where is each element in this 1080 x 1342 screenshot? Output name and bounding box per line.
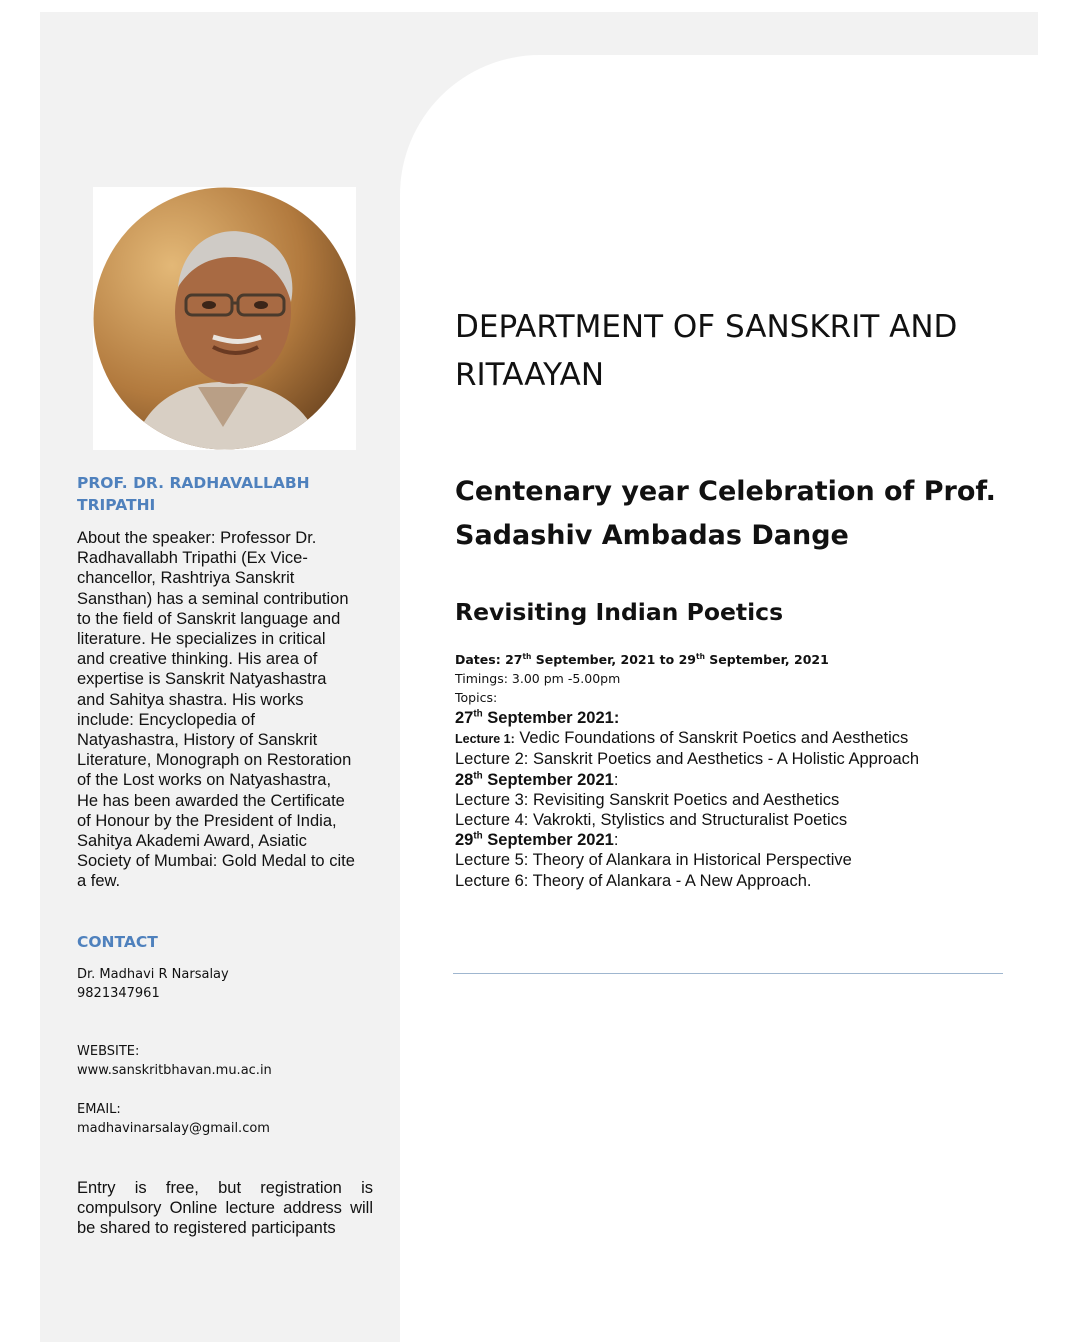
about-line: expertise is Sanskrit Natyashastra bbox=[77, 670, 327, 689]
schedule-day-heading: 29th September 2021: bbox=[455, 830, 619, 850]
about-line: About the speaker: Professor Dr. bbox=[77, 529, 317, 547]
website-block bbox=[77, 1042, 272, 1080]
lecture-item: Lecture 2: Sanskrit Poetics and Aesthetics - A Holistic Approach bbox=[455, 750, 920, 769]
about-line: chancellor, Rashtriya Sanskrit bbox=[77, 569, 295, 588]
speaker-name-line: PROF. DR. RADHAVALLABH bbox=[77, 474, 310, 492]
lecture-item bbox=[455, 728, 1055, 749]
department-title bbox=[455, 303, 1035, 399]
ordinal-suffix: th bbox=[473, 830, 483, 842]
event-subtitle: Revisiting Indian Poetics bbox=[455, 598, 784, 626]
speaker-portrait bbox=[93, 187, 356, 450]
about-line: Radhavallabh Tripathi (Ex Vice- bbox=[77, 549, 308, 568]
day-rest: September 2021 bbox=[482, 831, 614, 850]
about-line: of Honour by the President of India, bbox=[77, 811, 337, 830]
about-line: Sahitya Akademi Award, Asiatic bbox=[77, 832, 307, 851]
contact-heading: CONTACT bbox=[77, 933, 158, 951]
portrait-image bbox=[93, 187, 356, 450]
lecture-item: Lecture 6: Theory of Alankara - A New Approach. bbox=[455, 871, 812, 890]
contact-phone[interactable]: 9821347961 bbox=[77, 986, 160, 1001]
ordinal-suffix: th bbox=[473, 708, 483, 720]
lecture-title: Vedic Foundations of Sanskrit Poetics and Aesthetics bbox=[514, 729, 909, 748]
lecture-item: Lecture 4: Vakrokti, Stylistics and Structuralist Poetics bbox=[455, 811, 848, 830]
about-line: a few. bbox=[77, 872, 121, 891]
lecture-item: Lecture 5: Theory of Alankara in Historical Perspective bbox=[455, 851, 852, 870]
event-dates bbox=[455, 650, 1035, 669]
website-link[interactable]: www.sanskritbhavan.mu.ac.in bbox=[77, 1063, 272, 1078]
schedule-day-heading bbox=[455, 708, 1055, 728]
dates-start-rest: September, 2021 to bbox=[531, 652, 679, 667]
about-line: and Sahitya shastra. His works bbox=[77, 690, 304, 709]
lecture-tag: Lecture 1: bbox=[455, 732, 515, 747]
day-rest: September 2021: bbox=[482, 709, 620, 727]
event-title bbox=[455, 470, 1035, 558]
about-line: Sansthan) has a seminal contribution bbox=[77, 589, 349, 608]
dates-end-rest: September, 2021 bbox=[704, 652, 829, 667]
event-dates-block bbox=[455, 650, 1035, 707]
lecture-schedule bbox=[455, 708, 1055, 891]
ordinal-suffix: th bbox=[522, 651, 532, 661]
website-label: WEBSITE: bbox=[77, 1044, 140, 1059]
dates-label: Dates: bbox=[455, 652, 501, 667]
about-line: of the Lost works on Natyashastra, bbox=[77, 771, 332, 790]
dates-start-day: 27 bbox=[505, 652, 523, 667]
about-line: Society of Mumbai: Gold Medal to cite bbox=[77, 852, 355, 871]
topics-label: Topics: bbox=[455, 690, 498, 705]
event-timings: Timings: 3.00 pm -5.00pm bbox=[455, 671, 621, 686]
contact-details bbox=[77, 965, 229, 1003]
event-title-line: Sadashiv Ambadas Dange bbox=[455, 520, 849, 551]
about-line: and creative thinking. His area of bbox=[77, 650, 318, 669]
department-title-line: RITAAYAN bbox=[455, 357, 605, 393]
speaker-about bbox=[77, 528, 377, 892]
day-rest: September 2021 bbox=[482, 770, 614, 789]
about-line: include: Encyclopedia of bbox=[77, 710, 255, 729]
about-line: Literature, Monograph on Restoration bbox=[77, 751, 352, 770]
contact-name: Dr. Madhavi R Narsalay bbox=[77, 967, 229, 982]
about-line: to the field of Sanskrit language and bbox=[77, 609, 341, 628]
day-number: 28 bbox=[455, 770, 474, 789]
email-label: EMAIL: bbox=[77, 1102, 121, 1117]
about-line: Natyashastra, History of Sanskrit bbox=[77, 731, 318, 750]
day-number: 27 bbox=[455, 709, 474, 727]
ordinal-suffix: th bbox=[473, 770, 483, 782]
event-title-line: Centenary year Celebration of Prof. bbox=[455, 476, 996, 507]
speaker-name bbox=[77, 472, 377, 516]
email-link[interactable]: madhavinarsalay@gmail.com bbox=[77, 1121, 270, 1136]
entry-note: Entry is free, but registration is compulsory Online lecture address will be shared to registered participants bbox=[77, 1179, 373, 1237]
day-number: 29 bbox=[455, 831, 474, 850]
dates-end-day: 29 bbox=[678, 652, 696, 667]
divider-line bbox=[453, 973, 1003, 974]
email-block bbox=[77, 1100, 270, 1138]
ordinal-suffix: th bbox=[695, 651, 705, 661]
lecture-item: Lecture 3: Revisiting Sanskrit Poetics and Aesthetics bbox=[455, 790, 840, 809]
about-line: literature. He specializes in critical bbox=[77, 630, 326, 649]
schedule-day-heading: 28th September 2021: bbox=[455, 770, 619, 789]
about-line: He has been awarded the Certificate bbox=[77, 791, 345, 810]
speaker-name-line: TRIPATHI bbox=[77, 496, 156, 514]
department-title-line: DEPARTMENT OF SANSKRIT AND bbox=[455, 309, 958, 345]
